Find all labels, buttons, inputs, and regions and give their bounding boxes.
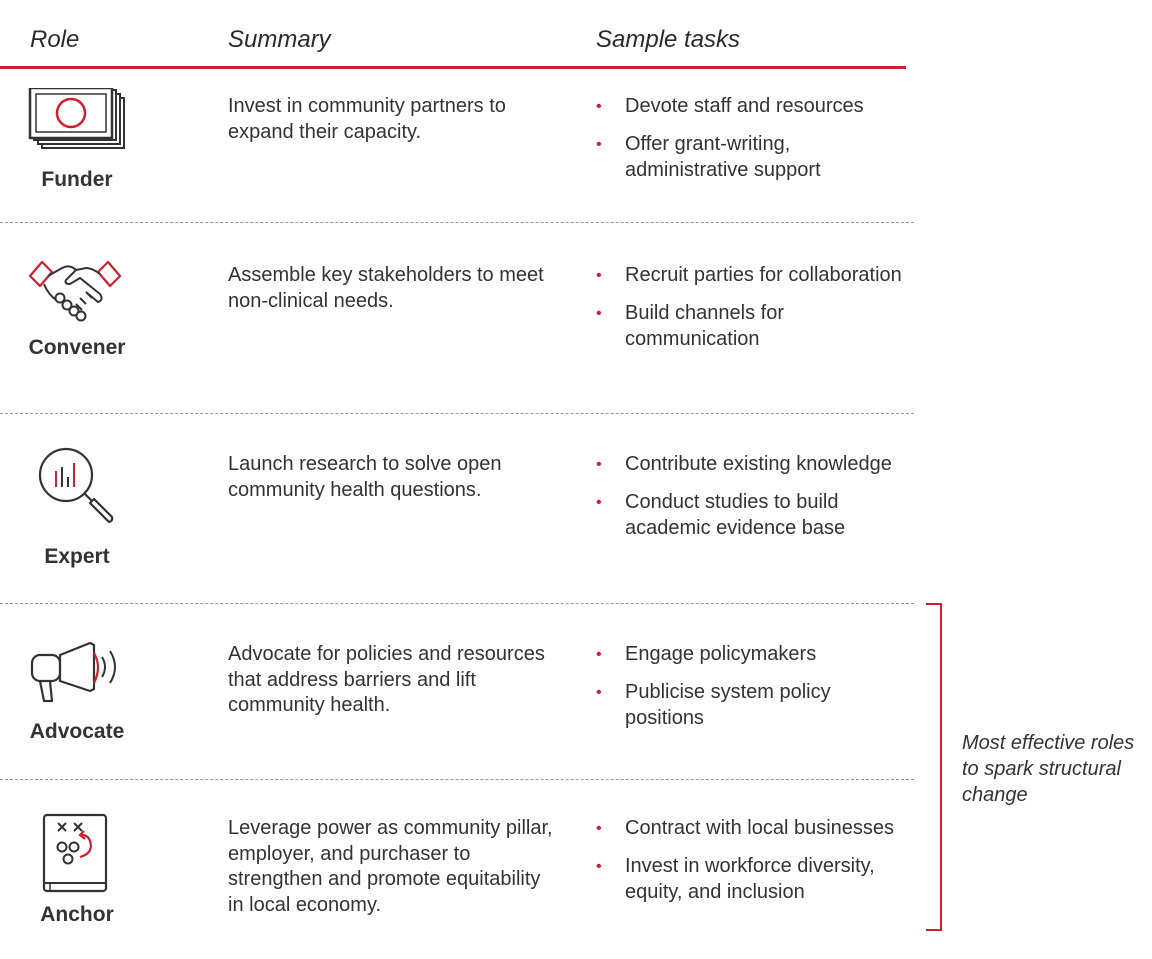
- role-label-advocate: Advocate: [29, 720, 125, 743]
- task-item: • Recruit parties for collaboration: [596, 263, 906, 289]
- bullet-icon: •: [596, 98, 602, 115]
- role-label-convener: Convener: [28, 336, 126, 359]
- task-item: • Offer grant-writing, administrative support: [596, 133, 821, 181]
- summary-convener: Assemble key stakeholders to meet non-clinical needs.: [228, 264, 544, 312]
- task-item: • Publicise system policy positions: [596, 681, 831, 729]
- bullet-icon: •: [596, 305, 602, 322]
- task-item: • Build channels for communication: [596, 302, 784, 350]
- role-label-anchor: Anchor: [40, 903, 114, 926]
- row-advocate: [0, 603, 914, 779]
- effective-roles-bracket: [926, 603, 942, 931]
- tasks-funder: [596, 94, 906, 196]
- bullet-icon: •: [596, 684, 602, 701]
- effective-roles-note: Most effective roles to spark structural change: [962, 732, 1135, 806]
- row-convener: [0, 222, 914, 413]
- summary-anchor: Leverage power as community pillar, employer, and purchaser to strengthen and promote equitability in local economy.: [228, 817, 553, 916]
- header-role: Role: [30, 26, 80, 53]
- header-summary: Summary: [228, 26, 331, 53]
- task-item: • Invest in workforce diversity, equity, and inclusion: [596, 855, 875, 903]
- row-anchor: [0, 779, 914, 949]
- tasks-convener: [596, 263, 906, 365]
- role-label-expert: Expert: [44, 545, 110, 568]
- handshake-icon: [20, 254, 132, 334]
- summary-expert: Launch research to solve open community health questions.: [228, 453, 502, 501]
- task-item: • Engage policymakers: [596, 642, 906, 668]
- summary-funder: Invest in community partners to expand their capacity.: [228, 95, 506, 143]
- task-item: • Contribute existing knowledge: [596, 452, 906, 478]
- money-stack-icon: [20, 88, 132, 168]
- tasks-anchor: [596, 816, 906, 918]
- row-funder: [0, 70, 914, 222]
- bullet-icon: •: [596, 646, 602, 663]
- header-rule: [0, 66, 906, 69]
- row-expert: [0, 413, 914, 603]
- tasks-expert: [596, 452, 906, 554]
- task-item: • Conduct studies to build academic evidence base: [596, 491, 846, 539]
- bullet-icon: •: [596, 858, 602, 875]
- tasks-advocate: [596, 642, 906, 744]
- bullet-icon: •: [596, 456, 602, 473]
- megaphone-icon: [20, 637, 132, 717]
- bullet-icon: •: [596, 267, 602, 284]
- playbook-icon: [20, 813, 132, 893]
- bullet-icon: •: [596, 494, 602, 511]
- task-item: • Contract with local businesses: [596, 816, 906, 842]
- task-item: • Devote staff and resources: [596, 94, 906, 120]
- header-sample-tasks: Sample tasks: [596, 26, 741, 53]
- magnifier-chart-icon: [20, 443, 132, 523]
- summary-advocate: Advocate for policies and resources that address barriers and lift community health.: [228, 643, 545, 716]
- bullet-icon: •: [596, 820, 602, 837]
- role-label-funder: Funder: [41, 168, 113, 191]
- bullet-icon: •: [596, 136, 602, 153]
